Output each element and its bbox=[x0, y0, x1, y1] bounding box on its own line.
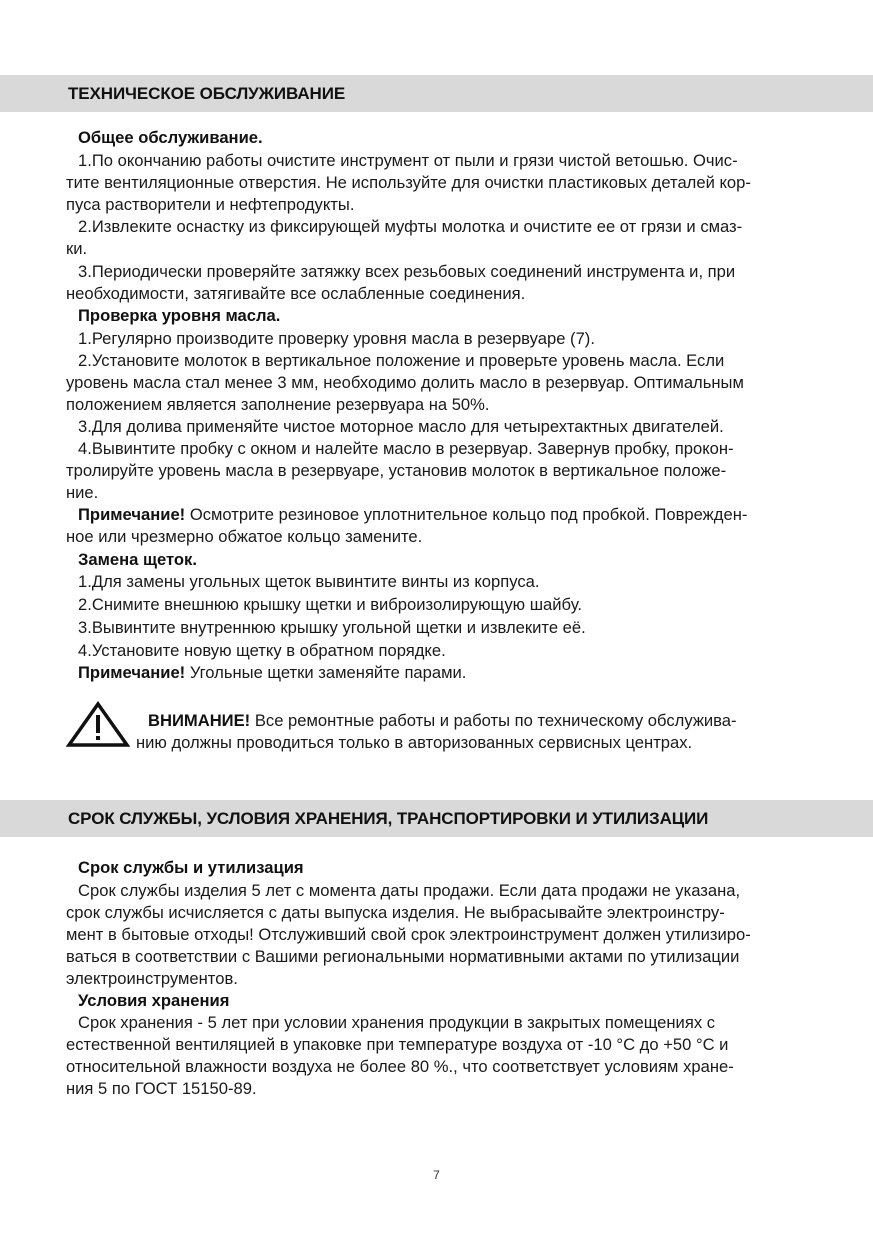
paragraph-line: 3.Для долива применяйте чистое моторное масло для четырехтактных двигателей. bbox=[78, 417, 724, 436]
section-header-maintenance bbox=[0, 75, 873, 112]
subheading-oil-level: Проверка уровня масла. bbox=[78, 306, 281, 325]
paragraph-line: Срок хранения - 5 лет при условии хранения продукции в закрытых помещениях с bbox=[78, 1013, 716, 1032]
paragraph-line: 1.По окончанию работы очистите инструмент от пыли и грязи чистой ветошью. Очис- bbox=[78, 151, 738, 170]
paragraph-line: 1.Для замены угольных щеток вывинтите винты из корпуса. bbox=[78, 572, 540, 591]
warning-label: ВНИМАНИЕ! bbox=[148, 711, 251, 730]
paragraph-line: 3.Вывинтите внутреннюю крышку угольной щетки и извлеките её. bbox=[78, 618, 586, 637]
subheading-storage: Условия хранения bbox=[78, 991, 230, 1010]
paragraph-line: 2.Снимите внешнюю крышку щетки и виброизолирующую шайбу. bbox=[78, 595, 582, 614]
warning-triangle-icon bbox=[66, 701, 130, 747]
section-title: СРОК СЛУЖБЫ, УСЛОВИЯ ХРАНЕНИЯ, ТРАНСПОРТИРОВКИ И УТИЛИЗАЦИИ bbox=[68, 809, 709, 828]
paragraph-line: тите вентиляционные отверстия. Не используйте для очистки пластиковых деталей кор- bbox=[66, 173, 751, 192]
paragraph-line: ваться в соответствии с Вашими региональными нормативными актами по утилизации bbox=[66, 947, 740, 966]
paragraph-line: срок службы исчисляется с даты выпуска изделия. Не выбрасывайте электроинстру- bbox=[66, 903, 725, 922]
paragraph-line: электроинструментов. bbox=[66, 969, 238, 988]
warning-text bbox=[148, 710, 873, 732]
paragraph-line: ния 5 по ГОСТ 15150-89. bbox=[66, 1079, 257, 1098]
paragraph-line: 4.Вывинтите пробку с окном и налейте масло в резервуар. Завернув пробку, прокон- bbox=[78, 439, 734, 458]
section-header-service-life bbox=[0, 800, 873, 837]
paragraph-line: естественной вентиляцией в упаковке при температуре воздуха от -10 °С до +50 °С и bbox=[66, 1035, 729, 1054]
paragraph-line: 4.Установите новую щетку в обратном порядке. bbox=[78, 641, 446, 660]
subheading-service-life: Срок службы и утилизация bbox=[78, 858, 304, 877]
paragraph-line: 1.Регулярно производите проверку уровня масла в резервуаре (7). bbox=[78, 329, 595, 348]
paragraph-line: ки. bbox=[66, 239, 88, 258]
note-label: Примечание! bbox=[78, 505, 186, 524]
paragraph-line: уровень масла стал менее 3 мм, необходимо долить масло в резервуар. Оптимальным bbox=[66, 373, 744, 392]
paragraph-line: пуса растворители и нефтепродукты. bbox=[66, 195, 355, 214]
note-text: Осмотрите резиновое уплотнительное кольцо под пробкой. Поврежден- bbox=[185, 505, 748, 524]
paragraph-line: тролируйте уровень масла в резервуаре, установив молоток в вертикальное положе- bbox=[66, 461, 727, 480]
paragraph-line: относительной влажности воздуха не более 80 %., что соответствует условиям хране- bbox=[66, 1057, 734, 1076]
paragraph-line: 2.Установите молоток в вертикальное положение и проверьте уровень масла. Если bbox=[78, 351, 725, 370]
note-text: Угольные щетки заменяйте парами. bbox=[185, 663, 467, 682]
paragraph-line: необходимости, затягивайте все ослабленные соединения. bbox=[66, 284, 526, 303]
paragraph-line: ние. bbox=[66, 483, 99, 502]
paragraph-line: Срок службы изделия 5 лет с момента даты продажи. Если дата продажи не указана, bbox=[78, 881, 741, 900]
subheading-general-maintenance: Общее обслуживание. bbox=[78, 128, 263, 147]
paragraph-line: ное или чрезмерно обжатое кольцо замените. bbox=[66, 527, 423, 546]
warning-line: нию должны проводиться только в авторизованных сервисных центрах. bbox=[136, 733, 693, 752]
section-title: ТЕХНИЧЕСКОЕ ОБСЛУЖИВАНИЕ bbox=[68, 84, 346, 103]
note-brushes bbox=[78, 662, 873, 684]
subheading-brush-replacement: Замена щеток. bbox=[78, 550, 197, 569]
paragraph-line: мент в бытовые отходы! Отслуживший свой срок электроинструмент должен утилизиро- bbox=[66, 925, 751, 944]
note-oil bbox=[78, 504, 873, 526]
note-label: Примечание! bbox=[78, 663, 186, 682]
paragraph-line: положением является заполнение резервуара на 50%. bbox=[66, 395, 490, 414]
paragraph-line: 3.Периодически проверяйте затяжку всех резьбовых соединений инструмента и, при bbox=[78, 262, 736, 281]
warning-line: Все ремонтные работы и работы по техническому обслужива- bbox=[250, 711, 737, 730]
page-number: 7 bbox=[433, 1168, 440, 1182]
paragraph-line: 2.Извлеките оснастку из фиксирующей муфты молотка и очистите ее от грязи и смаз- bbox=[78, 217, 743, 236]
